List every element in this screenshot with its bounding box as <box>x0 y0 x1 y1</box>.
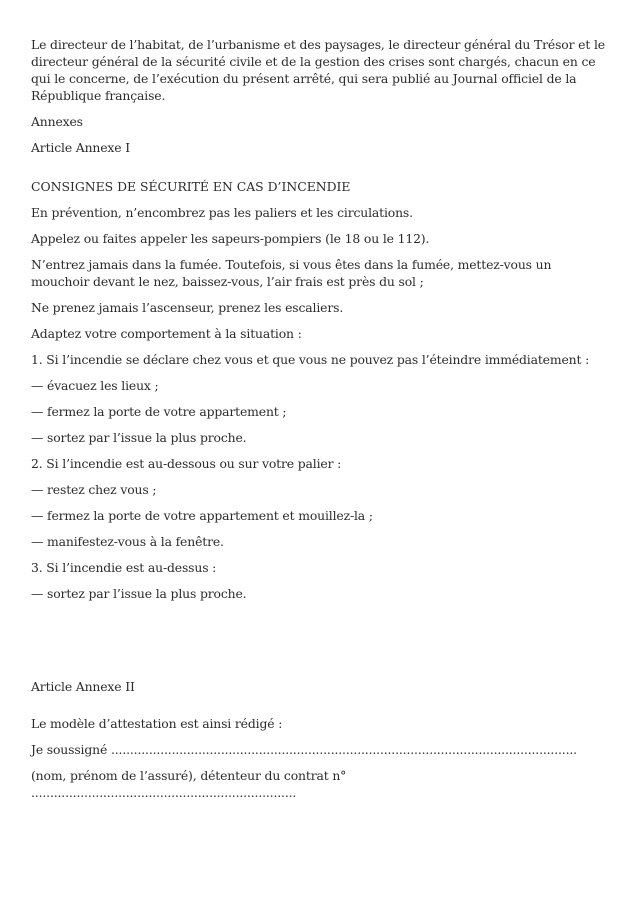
safety-line: — sortez par l’issue la plus proche. <box>31 586 247 601</box>
safety-line: — sortez par l’issue la plus proche. <box>31 430 247 445</box>
safety-line: Appelez ou faites appeler les sapeurs-pompiers (le 18 ou le 112). <box>31 231 430 246</box>
annex1-heading: Article Annexe I <box>31 140 130 155</box>
safety-line: — évacuez les lieux ; <box>31 378 159 393</box>
intro-paragraph: Le directeur de l’habitat, de l’urbanisme et des paysages, le directeur général du Trésor et le directeur général de la sécurité civile et de la gestion des crises sont chargés, chacun en ce qui le concerne, de l’exécution du présent arrêté, qui sera publié au Journal officiel de la République française. <box>31 37 605 103</box>
attestation-line: Je soussigné ........................................................................................................................... <box>31 742 577 757</box>
safety-line: — restez chez vous ; <box>31 482 157 497</box>
safety-line: N’entrez jamais dans la fumée. Toutefois, si vous êtes dans la fumée, mettez-vous un mouchoir devant le nez, baissez-vous, l’air frais est près du sol ; <box>31 257 552 289</box>
attestation-line: (nom, prénom de l’assuré), détenteur du contrat n° ...................................................................... <box>31 768 347 800</box>
safety-line: En prévention, n’encombrez pas les paliers et les circulations. <box>31 205 413 220</box>
safety-line: 3. Si l’incendie est au-dessus : <box>31 560 217 575</box>
safety-line: Ne prenez jamais l’ascenseur, prenez les escaliers. <box>31 300 344 315</box>
safety-line: — fermez la porte de votre appartement ; <box>31 404 287 419</box>
safety-title: CONSIGNES DE SÉCURITÉ EN CAS D’INCENDIE <box>31 179 351 194</box>
safety-line: — manifestez-vous à la fenêtre. <box>31 534 224 549</box>
safety-line: — fermez la porte de votre appartement et mouillez-la ; <box>31 508 373 523</box>
annex2-heading: Article Annexe II <box>31 679 135 694</box>
attestation-intro: Le modèle d’attestation est ainsi rédigé : <box>31 716 283 731</box>
safety-line: 1. Si l’incendie se déclare chez vous et que vous ne pouvez pas l’éteindre immédiatement : <box>31 352 590 367</box>
annexes-heading: Annexes <box>31 114 83 129</box>
document-page <box>31 36 606 810</box>
safety-line: 2. Si l’incendie est au-dessous ou sur votre palier : <box>31 456 342 471</box>
safety-line: Adaptez votre comportement à la situation : <box>31 326 302 341</box>
